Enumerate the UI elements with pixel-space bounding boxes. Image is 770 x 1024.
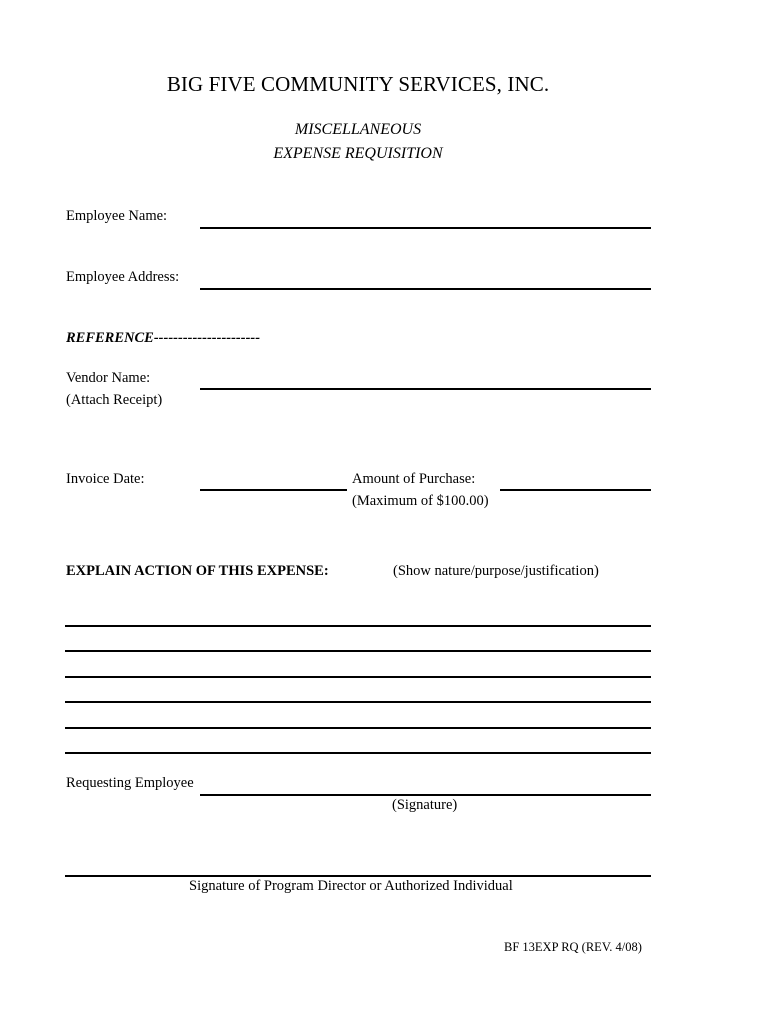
explain-expense-label: EXPLAIN ACTION OF THIS EXPENSE:: [66, 563, 329, 579]
vendor-name-label: Vendor Name:: [66, 370, 151, 386]
explanation-line-2[interactable]: [65, 650, 651, 652]
signature-caption: (Signature): [392, 797, 458, 813]
employee-name-field[interactable]: [200, 227, 651, 229]
amount-maximum-note: (Maximum of $100.00): [352, 493, 489, 509]
vendor-attach-receipt-note: (Attach Receipt): [66, 392, 163, 408]
reference-dashes: ----------------------: [153, 330, 261, 346]
director-signature-caption: Signature of Program Director or Authorized Individual: [189, 878, 513, 894]
requesting-employee-signature-field[interactable]: [200, 794, 651, 796]
organization-title: BIG FIVE COMMUNITY SERVICES, INC.: [166, 72, 550, 96]
form-title-line1: MISCELLANEOUS: [294, 121, 422, 138]
reference-heading: [66, 330, 260, 347]
form-code: BF 13EXP RQ (REV. 4/08): [504, 940, 642, 954]
director-signature-field[interactable]: [65, 875, 651, 877]
explain-expense-hint: (Show nature/purpose/justification): [393, 563, 599, 579]
reference-label: REFERENCE: [66, 330, 154, 346]
explanation-line-6[interactable]: [65, 752, 651, 754]
form-title-line2: EXPENSE REQUISITION: [273, 145, 443, 162]
vendor-name-field[interactable]: [200, 388, 651, 390]
explanation-line-1[interactable]: [65, 625, 651, 627]
invoice-date-label: Invoice Date:: [66, 471, 145, 487]
amount-of-purchase-field[interactable]: [500, 489, 651, 491]
explanation-line-5[interactable]: [65, 727, 651, 729]
explanation-line-4[interactable]: [65, 701, 651, 703]
amount-of-purchase-label: Amount of Purchase:: [352, 471, 476, 487]
explanation-line-3[interactable]: [65, 676, 651, 678]
employee-name-label: Employee Name:: [66, 208, 168, 224]
requesting-employee-label: Requesting Employee: [66, 775, 194, 791]
employee-address-field[interactable]: [200, 288, 651, 290]
employee-address-label: Employee Address:: [66, 269, 180, 285]
invoice-date-field[interactable]: [200, 489, 347, 491]
